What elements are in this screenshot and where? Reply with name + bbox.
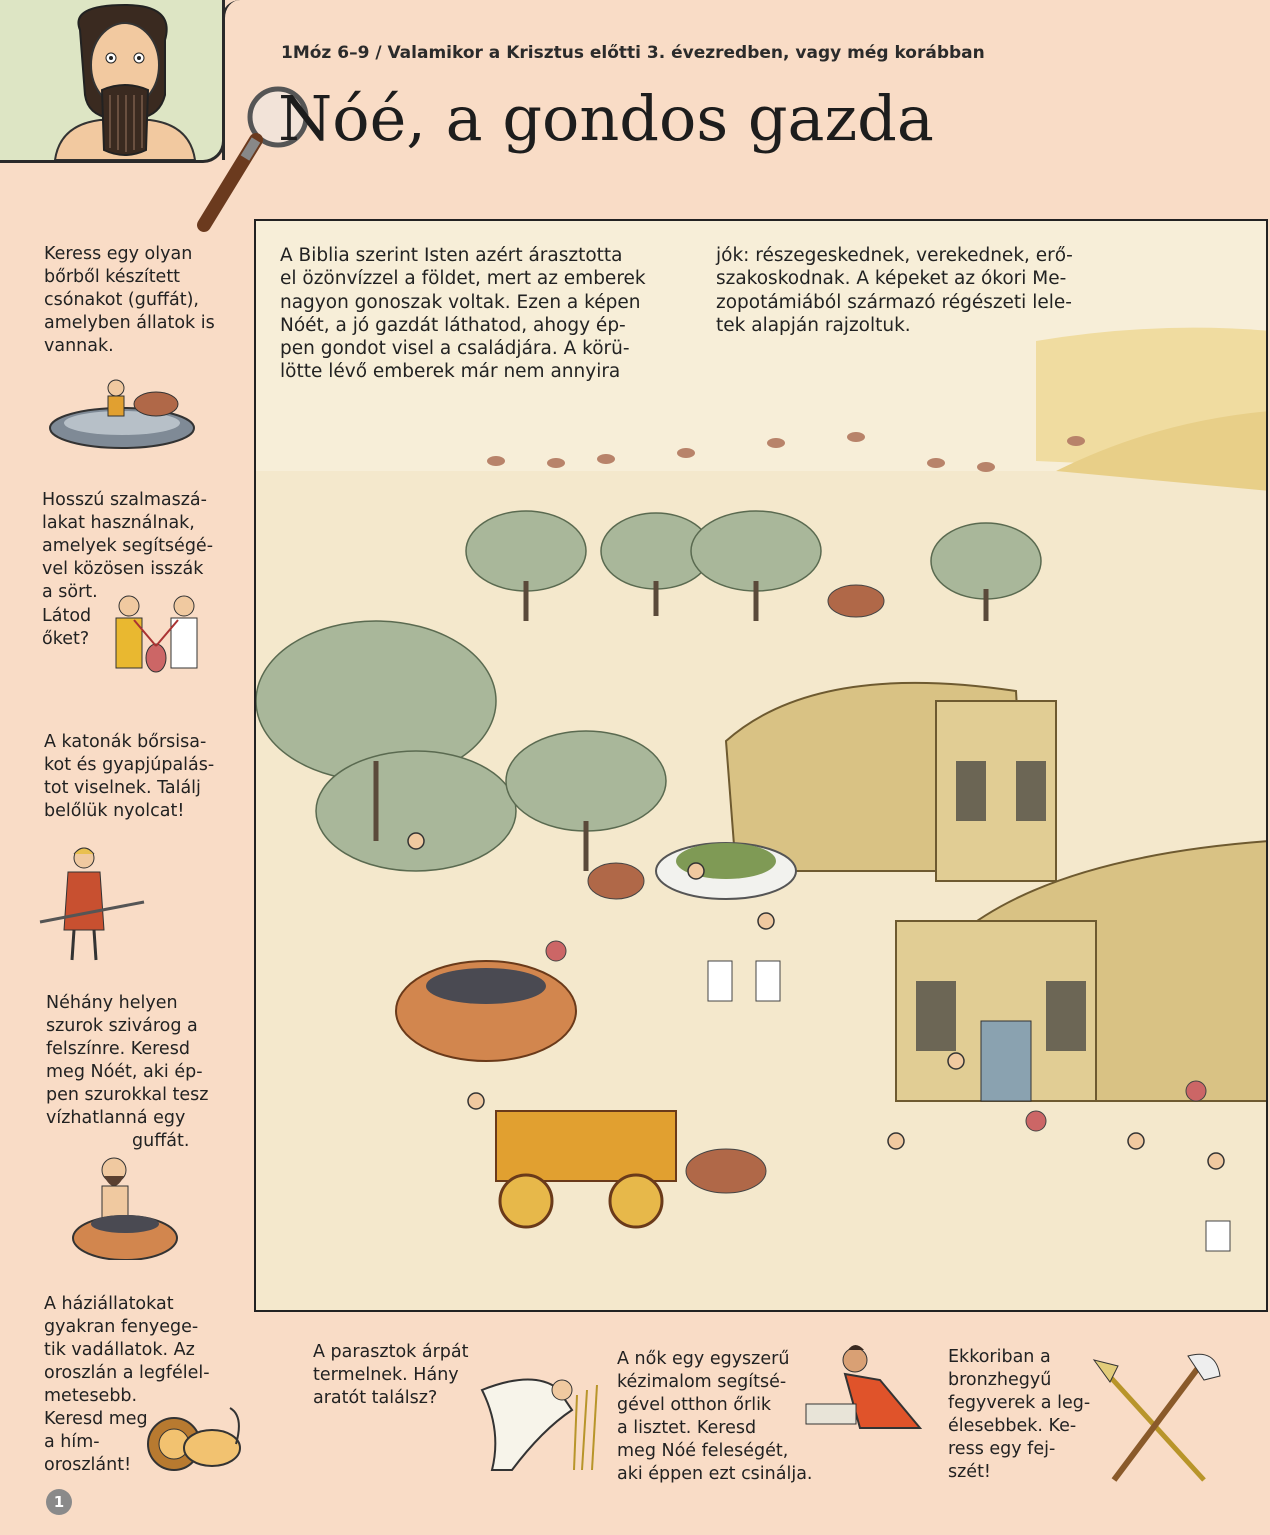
caption-handmill: A nők egy egyszerű kézimalom segítsé- gével otthon őrlik a lisztet. Keresd meg Nóé feleségét, aki éppen ezt csinálja. <box>617 1349 813 1484</box>
caption-soldiers: A katonák bőrsisa- kot és gyapjúpalás- tot viselnek. Találj belőlük nyolcat! <box>44 732 215 821</box>
caption-straws: Hosszú szalmaszá- lakat használnak, amelyek segítségé- vel közösen isszák a sört. <box>42 490 214 602</box>
soldier-vignette <box>38 840 148 965</box>
page-title: Nóé, a gondos gazda <box>278 82 934 155</box>
caption-lion: A háziállatokat gyakran fenyege- tik vadállatok. Az oroszlán a legfélel- metesebb. Keresd meg a hím- oroszlánt! <box>44 1294 210 1475</box>
caption-weapons: Ekkoriban a bronzhegyű fegyverek a leg- élesebbek. Ke- ress egy fej- szét! <box>948 1347 1091 1482</box>
noah-bitumen-vignette <box>70 1148 180 1260</box>
guffa-boat-vignette <box>46 368 201 453</box>
handmill-woman-vignette <box>800 1340 932 1440</box>
page-number: 1 <box>46 1489 72 1515</box>
intro-text-right: jók: részegeskednek, verekednek, erő- szakoskodnak. A képeket az ókori Me- zopotámiából származó régészeti lele- tek alapján rajzoltuk. <box>716 245 1073 336</box>
beer-drinkers-vignette <box>104 588 214 692</box>
page-subtitle: 1Móz 6–9 / Valamikor a Krisztus előtti 3. évezredben, vagy még korábban <box>281 43 985 63</box>
harvester-vignette <box>462 1360 607 1480</box>
bronze-weapons-vignette <box>1084 1350 1224 1490</box>
caption-bitumen: Néhány helyen szurok szivárog a felszínre. Keresd meg Nóét, aki ép- pen szurokkal tesz vízhatlanná egy <box>46 993 209 1128</box>
caption-harvesters: A parasztok árpát termelnek. Hány aratót találsz? <box>313 1342 469 1408</box>
noah-portrait <box>0 0 222 160</box>
lion-vignette <box>140 1396 245 1486</box>
caption-bitumen-end: guffát. <box>132 1131 190 1151</box>
caption-guffa: Keress egy olyan bőrből készített csónakot (guffát), amelyben állatok is vannak. <box>44 244 215 356</box>
caption-straws-question: Látod őket? <box>42 606 92 649</box>
intro-text-left: A Biblia szerint Isten azért árasztotta el özönvízzel a földet, mert az emberek nagyon gonoszak voltak. Ezen a képen Nóét, a jó gazdát láthatod, ahogy ép- pen gondot visel a családjára. A körü- lötte lévő emberek már nem annyira <box>280 245 646 383</box>
